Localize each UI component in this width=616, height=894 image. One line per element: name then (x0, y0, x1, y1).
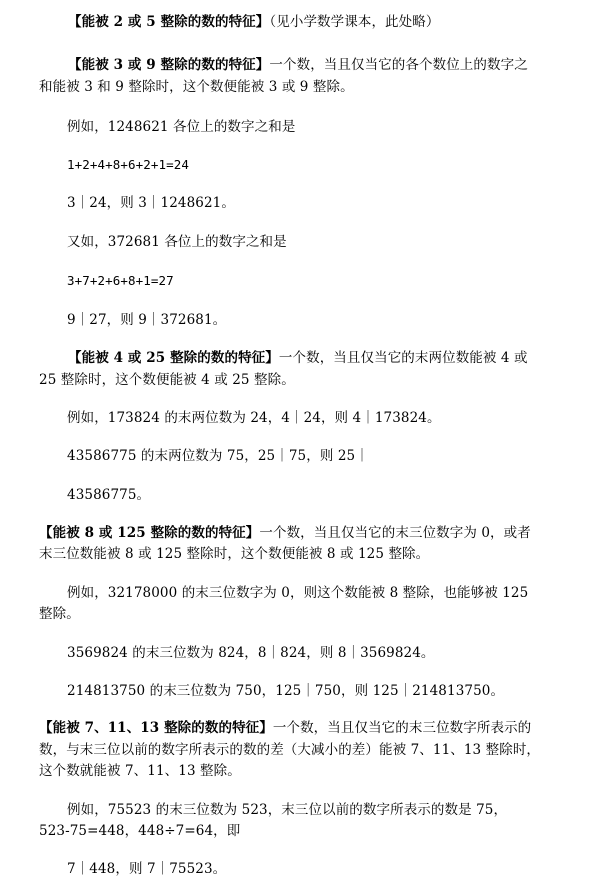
section-2-5-title: 【能被 2 或 5 整除的数的特征】 (68, 14, 270, 30)
section-8-125-text-2: 末三位数能被 8 或 125 整除时，这个数便能被 8 或 125 整除。 (39, 546, 430, 562)
section-3-9-line-1 (68, 55, 528, 75)
section-4-25-line-1 (68, 348, 528, 368)
section-7-11-13-title: 【能被 7、11、13 整除的数的特征】 (39, 720, 273, 736)
section-8-125-text-1: 一个数，当且仅当它的末三位数字为 0，或者 (259, 525, 531, 541)
section-7-11-13-example-1-line-2: 523-75=448，448÷7=64，即 (39, 823, 241, 839)
section-8-125-example-3: 214813750 的末三位数为 750，125｜750，则 125｜214813750。 (67, 683, 505, 699)
section-3-9-example-2-result: 9｜27，则 9｜372681。 (67, 312, 227, 328)
section-3-9-text-2: 和能被 3 和 9 整除时，这个数便能被 3 或 9 整除。 (39, 79, 354, 95)
section-7-11-13-example-1-result: 7｜448，则 7｜75523。 (67, 861, 227, 877)
section-8-125-title: 【能被 8 或 125 整除的数的特征】 (39, 525, 260, 541)
section-3-9-example-1-sum: 1+2+4+8+6+2+1=24 (67, 157, 190, 172)
section-8-125-example-1-line-2: 整除。 (39, 606, 80, 622)
section-2-5-line (68, 12, 439, 32)
section-8-125-example-1-line-1: 例如，32178000 的末三位数字为 0，则这个数能被 8 整除，也能够被 125 (67, 585, 529, 601)
section-4-25-example-1: 例如，173824 的末两位数为 24，4｜24，则 4｜173824。 (67, 410, 441, 426)
section-4-25-text-1: 一个数，当且仅当它的末两位数能被 4 或 (278, 350, 528, 366)
section-4-25-example-2-line-1: 43586775 的末两位数为 75，25｜75，则 25｜ (67, 448, 369, 464)
section-3-9-text-1: 一个数，当且仅当它的各个数位上的数字之 (269, 57, 528, 73)
section-7-11-13-text-1: 一个数，当且仅当它的末三位数字所表示的 (272, 720, 532, 736)
section-4-25-example-2-line-2: 43586775。 (67, 487, 151, 503)
section-8-125-example-2: 3569824 的末三位数为 824，8｜824，则 8｜3569824。 (67, 645, 435, 661)
section-7-11-13-text-3: 这个数就能被 7、11、13 整除。 (39, 763, 241, 779)
section-7-11-13-text-2: 数，与末三位以前的数字所表示的数的差（大减小的差）能被 7、11、13 整除时， (39, 742, 541, 758)
section-7-11-13-line-1 (39, 718, 531, 738)
section-3-9-title: 【能被 3 或 9 整除的数的特征】 (68, 57, 270, 73)
section-2-5-text: （见小学数学课本，此处略） (269, 14, 440, 30)
section-3-9-example-1-result: 3｜24，则 3｜1248621。 (67, 195, 235, 211)
section-3-9-example-2-sum: 3+7+2+6+8+1=27 (67, 273, 174, 288)
section-4-25-text-2: 25 整除时，这个数便能被 4 或 25 整除。 (39, 372, 295, 388)
section-3-9-example-2-intro: 又如，372681 各位上的数字之和是 (67, 234, 287, 250)
section-7-11-13-example-1-line-1: 例如，75523 的末三位数为 523，末三位以前的数字所表示的数是 75， (67, 802, 508, 818)
section-4-25-title: 【能被 4 或 25 整除的数的特征】 (68, 350, 279, 366)
section-8-125-line-1 (39, 523, 531, 543)
section-3-9-example-1-intro: 例如，1248621 各位上的数字之和是 (67, 119, 296, 135)
